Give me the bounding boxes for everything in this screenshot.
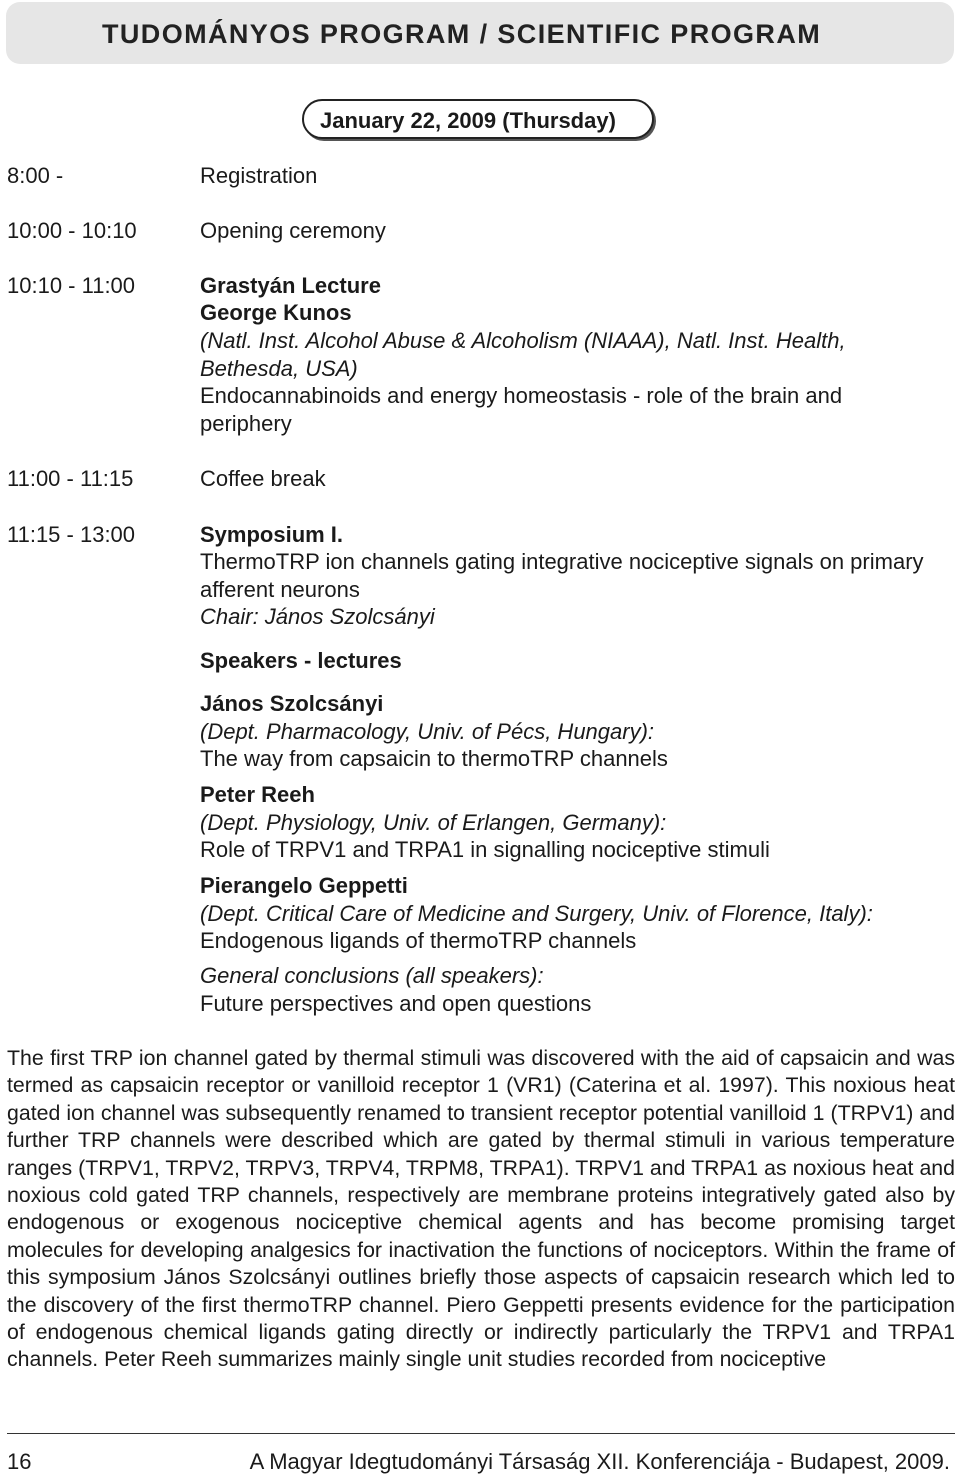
abstract-paragraph: The first TRP ion channel gated by thermal stimuli was discovered with the aid of capsaicin and was termed as capsaicin receptor or vanilloid receptor 1 (VR1) (Caterina et al. 1997). This noxious heat gated ion channel was subsequently renamed to transient receptor potential vanilloid 1 (TRPV1) and further TRP channels were described which are gated by thermal stimuli in various temperature ranges (TRPV1, TRPV2, TRPV3, TRPV4, TRPM8, TRPA1). TRPV1 and TRPA1 as noxious heat and noxious cold gated TRP channels, respectively are membrane proteins integratively gated also by endogenous or exogenous nociceptive chemical agents and has become promising target molecules for developing analgesics for inactivation the functions of nociceptors. Within the frame of this symposium János Szolcsányi outlines briefly those aspects of capsaicin research which led to the discovery of the first thermoTRP channel. Piero Geppetti presents evidence for the participation of endogenous chemical ligands gating directly or indirectly particularly the TRPV1 and TRPA1 channels. Peter Reeh summarizes mainly single unit studies recorded from nociceptive [7,1046,955,1372]
talk-title: Role of TRPV1 and TRPA1 in signalling nociceptive stimuli [200,837,770,862]
registration-title: Registration [200,163,318,188]
speakers-heading: Speakers - lectures [200,648,402,673]
talk-title: Endogenous ligands of thermoTRP channels [200,928,637,953]
talk-title: The way from capsaicin to thermoTRP channels [200,746,668,771]
symposium-time: 11:15 - 13:00 [7,522,136,547]
opening-time: 10:00 - 10:10 [7,218,137,243]
conclusions-label: General conclusions (all speakers): [200,963,544,988]
registration-time: 8:00 - [7,163,64,188]
footer-divider [7,1433,955,1434]
lecture-topic-line2: periphery [200,411,292,436]
talk-affiliation: (Dept. Critical Care of Medicine and Surgery, Univ. of Florence, Italy): [200,901,873,926]
date-label: January 22, 2009 (Thursday) [320,108,616,133]
conference-title: A Magyar Idegtudományi Társaság XII. Konferenciája - Budapest, 2009. [249,1449,950,1474]
symposium-title: Symposium I. [200,522,344,547]
talk-speaker: Peter Reeh [200,782,315,807]
page-number: 16 [7,1449,32,1474]
coffee-title: Coffee break [200,466,326,491]
symposium-topic-line2: afferent neurons [200,577,360,602]
lecture-affiliation-line2: Bethesda, USA) [200,356,358,381]
talk-affiliation: (Dept. Physiology, Univ. of Erlangen, Germany): [200,810,667,835]
conclusions-title: Future perspectives and open questions [200,991,592,1016]
lecture-affiliation-line1: (Natl. Inst. Alcohol Abuse & Alcoholism (NIAAA), Natl. Inst. Health, [200,328,846,353]
page-header-bar [6,2,954,64]
talk-speaker: János Szolcsányi [200,691,384,716]
symposium-topic-line1: ThermoTRP ion channels gating integrative nociceptive signals on primary [200,549,924,574]
symposium-chair: Chair: János Szolcsányi [200,604,435,629]
page-header-title: TUDOMÁNYOS PROGRAM / SCIENTIFIC PROGRAM [102,19,822,49]
lecture-speaker: George Kunos [200,300,352,325]
lecture-topic-line1: Endocannabinoids and energy homeostasis - role of the brain and [200,383,843,408]
lecture-time: 10:10 - 11:00 [7,273,136,298]
date-badge [302,99,654,139]
lecture-title: Grastyán Lecture [200,273,381,298]
opening-title: Opening ceremony [200,218,386,243]
coffee-time: 11:00 - 11:15 [7,466,134,491]
talk-speaker: Pierangelo Geppetti [200,873,408,898]
talk-affiliation: (Dept. Pharmacology, Univ. of Pécs, Hungary): [200,719,655,744]
